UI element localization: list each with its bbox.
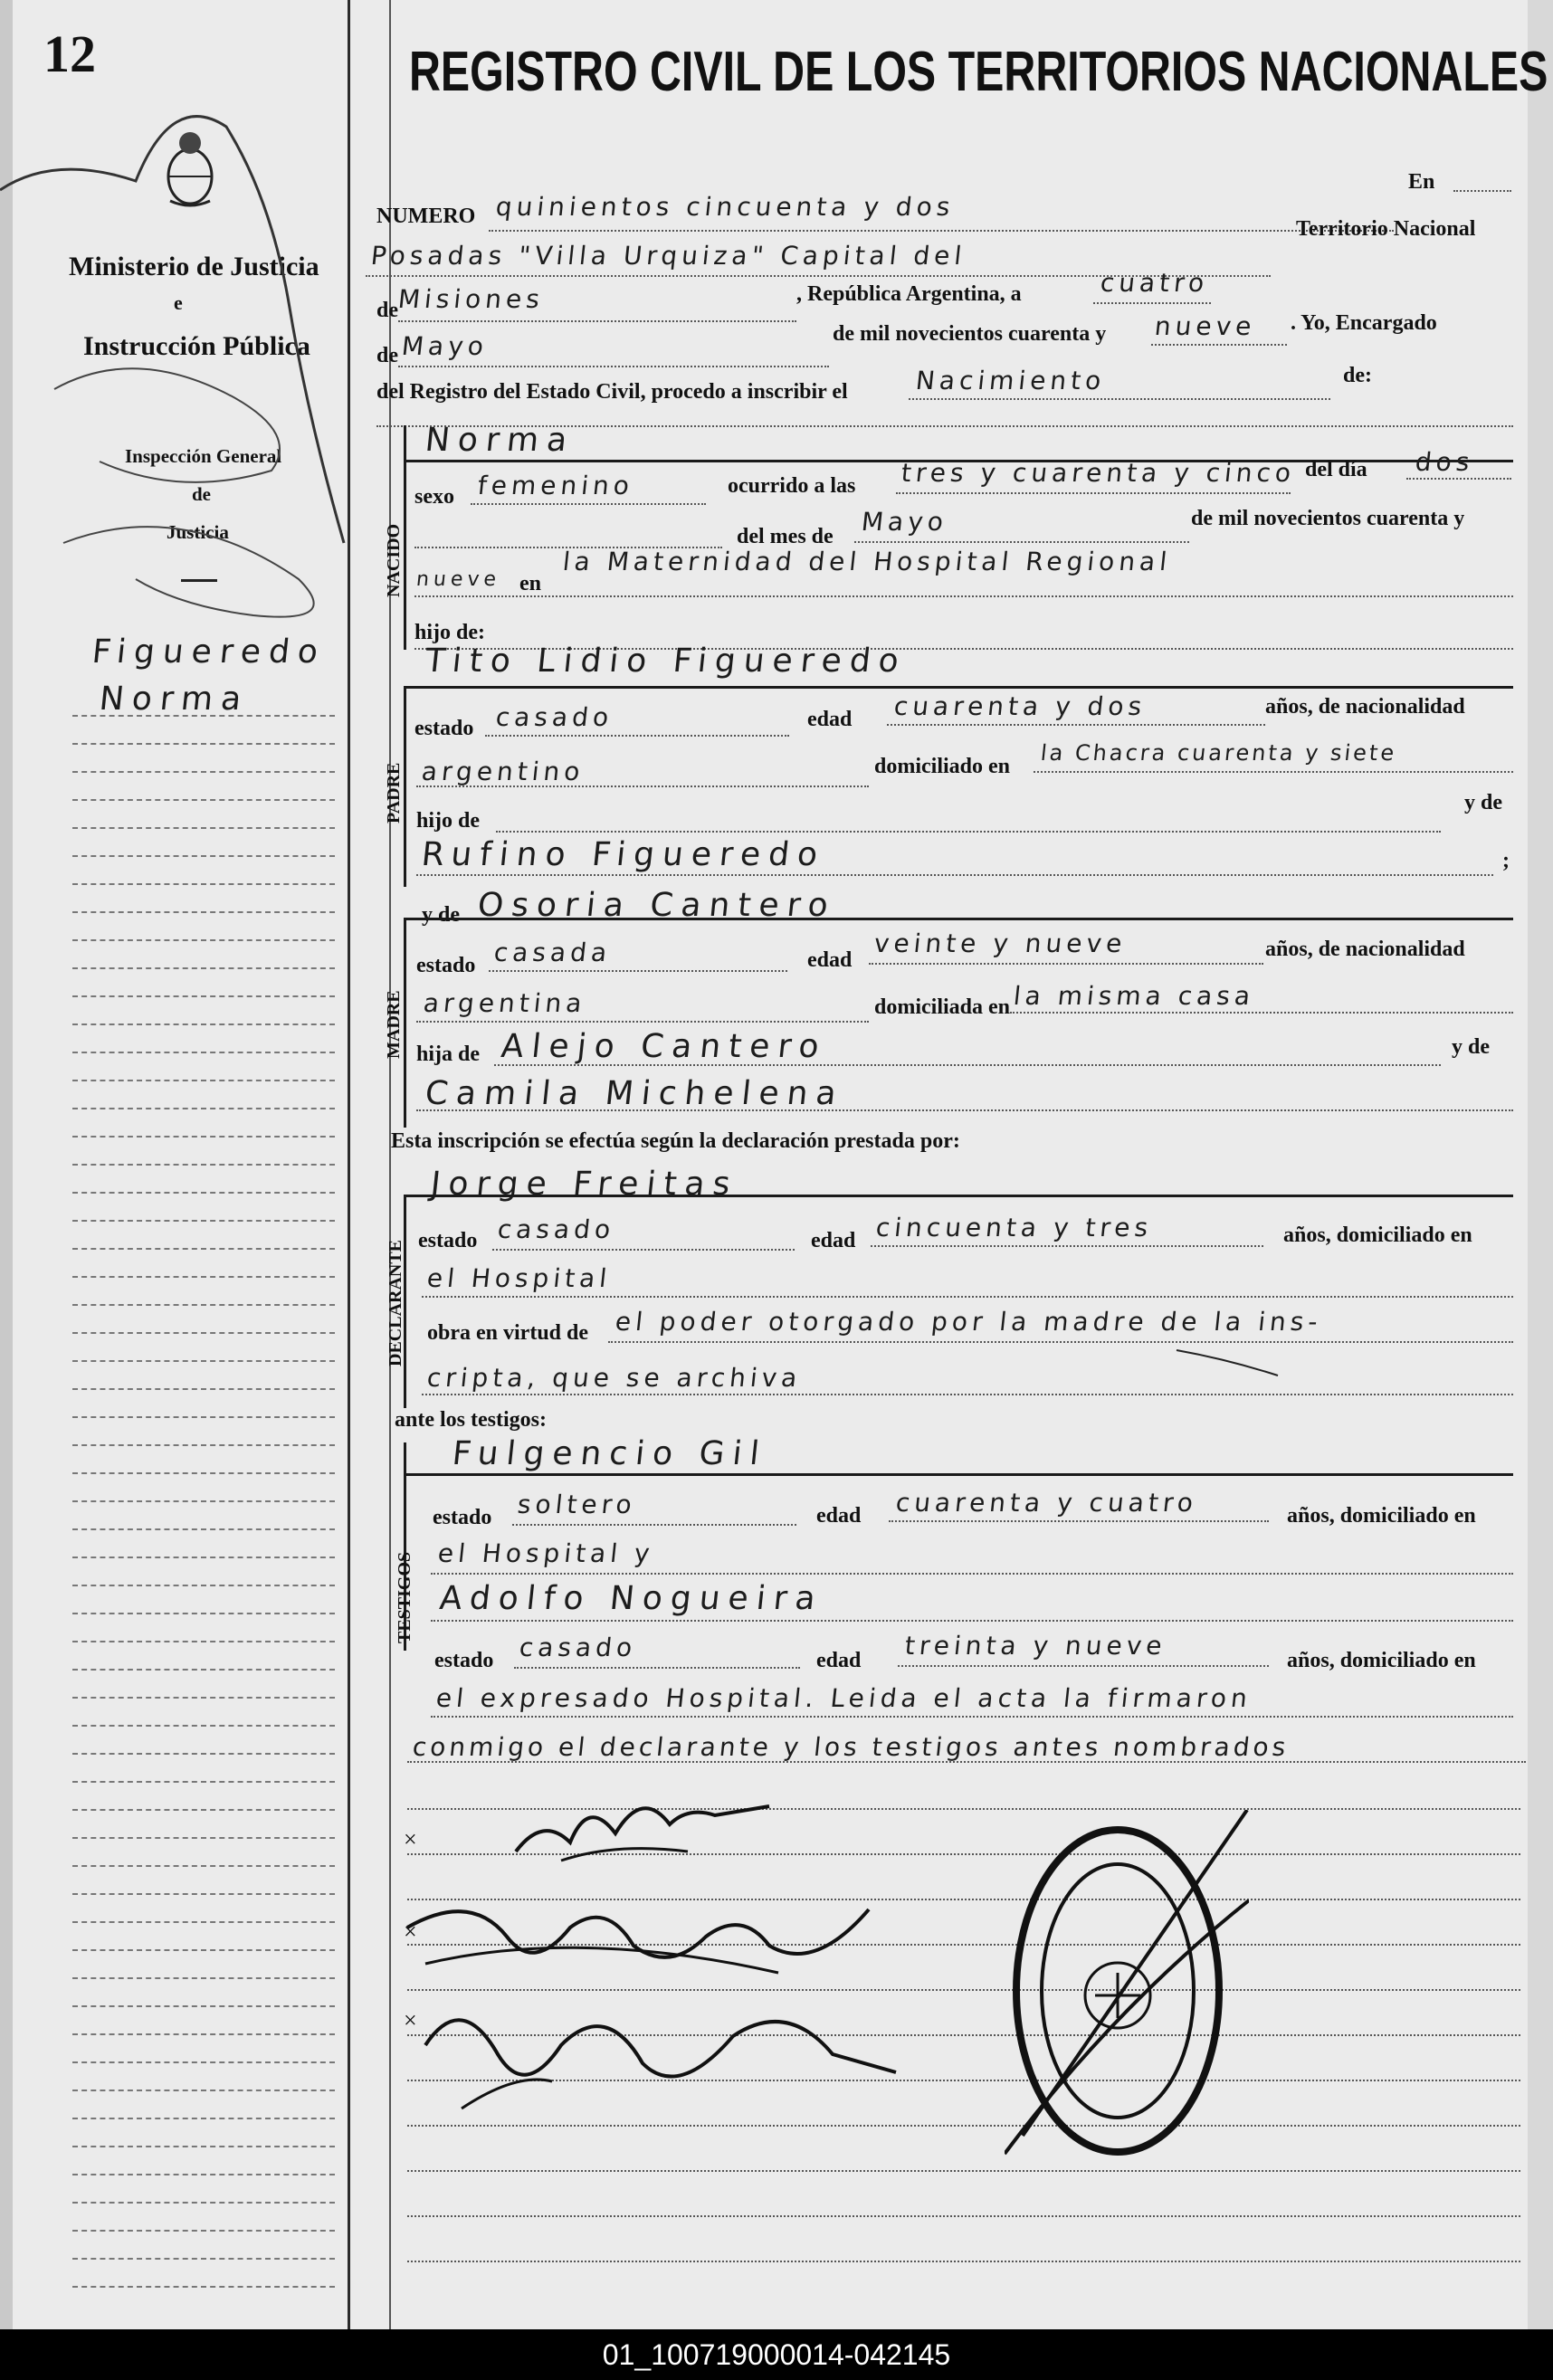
value-sexo: femenino [476,471,635,500]
value-anio: nueve [1153,311,1258,341]
value-anio-nac: nueve [414,568,502,591]
label-en: En [1408,170,1435,194]
margin-ruled-line [72,1276,335,1278]
margin-ruled-line [72,1528,335,1530]
value-lugar: Posadas "Villa Urquiza" Capital del [369,241,968,271]
margin-ruled-line [72,799,335,801]
label-y-de-madre: y de [422,903,460,927]
margin-ruled-line [72,1472,335,1474]
margin-ruled-line [72,1753,335,1755]
ministry-line3: Instrucción Pública [83,331,310,361]
value-madre-nac: argentina [422,988,588,1018]
margin-ruled-line [72,1641,335,1642]
margin-ruled-line [72,1613,335,1614]
label-estado-declarante: estado [418,1229,478,1252]
label-ante-testigos: ante los testigos: [395,1408,547,1432]
signature-line [407,2261,1520,2262]
signature-witness-2 [407,1964,914,2118]
label-y-de-madre-2: y de [1452,1035,1490,1059]
image-id-footer: 01_100719000014-042145 [0,2329,1553,2380]
value-padre-nac: argentino [420,757,586,786]
label-edad-testigo-1: edad [816,1504,862,1528]
margin-ruled-line [72,2033,335,2035]
margin-ruled-line [72,1809,335,1811]
margin-ruled-line [72,995,335,997]
label-y-de-padre: y de [1464,791,1502,814]
margin-ruled-line [72,1023,335,1025]
label-semicolon: ; [1502,849,1510,872]
margin-ruled-line [72,1080,335,1081]
margin-ruled-line [72,1136,335,1138]
margin-ruled-line [72,2061,335,2063]
margin-ruled-line [72,2202,335,2204]
margin-ruled-line [72,967,335,969]
value-declarante: Jorge Freitas [428,1166,740,1203]
section-label-testigos: TESTIGOS [395,1551,414,1643]
label-hija-de: hija de [416,1042,481,1066]
label-del-mes: del mes de [737,525,834,548]
label-domiciliada: domiciliada en [874,995,1011,1019]
label-hijo-de: hijo de: [414,621,485,644]
official-seal-icon [1005,1810,1249,2163]
value-padre: Tito Lidio Figueredo [423,643,909,680]
label-numero: NUMERO [376,205,476,228]
value-nombre: Norma [423,422,577,459]
label-ocurrido: ocurrido a las [728,474,856,498]
label-estado-madre: estado [416,954,476,977]
value-madre-hija-de: Alejo Cantero [499,1028,829,1065]
label-estado-padre: estado [414,717,474,740]
value-hora: tres y cuarenta y cinco [900,458,1297,488]
value-acto: Nacimiento [914,366,1108,395]
right-edge [1528,0,1553,2329]
x-mark-3: × [404,2007,417,2033]
signature-line [407,2215,1520,2217]
label-anios-nac-madre: años, de nacionalidad [1265,938,1465,961]
value-dia: cuatro [1099,268,1211,298]
label-hijo-de-2: hijo de [416,809,481,833]
value-mes-nac: Mayo [860,507,949,537]
margin-ruled-line [72,1781,335,1783]
margin-ruled-line [72,1052,335,1053]
value-decl-edad: cincuenta y tres [874,1213,1154,1242]
value-madre-dom: la misma casa [1012,981,1256,1011]
margin-given-name: Norma [97,681,252,718]
value-madre-y-de: Camila Michelena [423,1075,846,1112]
margin-ruled-line [72,1192,335,1194]
label-sexo: sexo [414,485,454,509]
label-edad-declarante: edad [811,1229,856,1252]
page-title: REGISTRO CIVIL DE LOS TERRITORIOS NACIONALES [409,41,1548,103]
value-numero: quinientos cincuenta y dos [494,192,957,222]
label-en-2: en [519,572,541,595]
section-label-madre: MADRE [384,990,404,1059]
value-t2-dom-2: conmigo el declarante y los testigos antes nombrados [411,1732,1291,1762]
value-decl-obra-1: el poder otorgado por la madre de la ins- [614,1307,1324,1337]
margin-ruled-line [72,1332,335,1334]
margin-ruled-line [72,1220,335,1222]
margin-ruled-line [72,2005,335,2007]
value-t1-estado: soltero [516,1490,638,1519]
margin-ruled-line [72,1304,335,1306]
label-del-registro: del Registro del Estado Civil, procedo a inscribir el [376,380,848,404]
value-t2-edad: treinta y nueve [903,1631,1168,1661]
label-mil-novecientos: de mil novecientos cuarenta y [833,322,1107,346]
label-del-dia: del día [1305,458,1367,481]
value-decl-dom: el Hospital [425,1263,613,1293]
margin-ruled-line [72,1108,335,1109]
value-padre-estado: casado [494,702,615,732]
label-anios-nac-padre: años, de nacionalidad [1265,695,1465,719]
margin-ruled-line [72,2174,335,2175]
label-yo-encargado: . Yo, Encargado [1291,311,1437,335]
margin-ruled-line [72,715,335,717]
label-esta-inscripcion: Esta inscripción se efectúa según la declaración prestada por: [391,1129,960,1153]
label-obra: obra en virtud de [427,1321,589,1345]
margin-ruled-line [72,2118,335,2119]
section-label-padre: PADRE [384,762,404,823]
margin-ruled-line [72,855,335,857]
value-decl-obra-2: cripta, que se archiva [425,1363,804,1393]
margin-ruled-line [72,1669,335,1671]
section-label-nacido: NACIDO [384,523,404,597]
margin-surname: Figueredo [90,633,329,671]
value-t2-dom-1: el expresado Hospital. Leida el acta la firmaron [434,1683,1253,1713]
label-anios-dom-testigo-2: años, domiciliado en [1287,1649,1476,1672]
margin-ruled-line [72,1416,335,1418]
margin-ruled-line [72,1949,335,1951]
value-padre-hijo-de: Rufino Figueredo [419,836,828,873]
x-mark-1: × [404,1826,417,1852]
inspection-line3: Justicia [167,521,229,543]
label-de-colon: de: [1343,364,1372,387]
label-edad-testigo-2: edad [816,1649,862,1672]
value-t1-dom: el Hospital y [436,1538,656,1568]
section-label-declarante: DECLARANTE [386,1239,405,1366]
signature-line [407,2170,1520,2172]
margin-ruled-line [72,2090,335,2091]
value-madre: Osoria Cantero [475,887,838,924]
value-territorio: Misiones [396,284,546,314]
margin-ruled-line [72,911,335,913]
inspection-line2: de [192,483,211,505]
margin-ruled-line [72,743,335,745]
margin-ruled-line [72,1893,335,1895]
value-lugar-nac: la Maternidad del Hospital Regional [561,547,1173,576]
value-madre-edad: veinte y nueve [872,928,1129,958]
label-de-1: de [376,299,398,322]
value-testigo-1: Fulgencio Gil [450,1435,769,1472]
margin-ruled-line [72,1585,335,1586]
value-madre-estado: casada [492,938,613,967]
label-anios-dom-declarante: años, domiciliado en [1283,1223,1472,1247]
margin-ruled-line [72,1248,335,1250]
label-republica: , República Argentina, a [796,282,1022,306]
margin-ruled-line [72,771,335,773]
label-edad-padre: edad [807,708,853,731]
label-estado-testigo-1: estado [433,1506,492,1529]
value-padre-dom: la Chacra cuarenta y siete [1039,740,1398,766]
label-domiciliado-padre: domiciliado en [874,755,1011,778]
x-mark-2: × [404,1918,417,1945]
margin-ruled-line [72,1977,335,1979]
signature-line [407,2125,1520,2127]
label-anios-dom-testigo-1: años, domiciliado en [1287,1504,1476,1528]
margin-scribble [0,72,362,633]
label-mil-novecientos-2: de mil novecientos cuarenta y [1191,507,1465,530]
value-testigo-2: Adolfo Nogueira [437,1580,825,1617]
margin-ruled-line [72,1444,335,1446]
margin-ruled-line [72,2258,335,2260]
margin-ruled-line [72,883,335,885]
pen-stroke [1173,1345,1281,1381]
margin-ruled-line [72,939,335,941]
page-number: 12 [43,24,96,83]
margin-ruled-line [72,1360,335,1362]
inspection-line1: Inspección General [125,445,282,467]
label-estado-testigo-2: estado [434,1649,494,1672]
value-decl-estado: casado [496,1214,616,1244]
margin-ruled-line [72,2230,335,2232]
ministry-line1: Ministerio de Justicia [69,252,319,281]
margin-ruled-line [72,1921,335,1923]
value-dia-nac: dos [1414,447,1476,477]
label-edad-madre: edad [807,948,853,972]
margin-ruled-line [72,1837,335,1839]
margin-ruled-line [72,1164,335,1166]
ministry-line2: e [174,291,183,314]
value-padre-edad: cuarenta y dos [892,691,1148,721]
signature-registrar [507,1779,778,1879]
margin-ruled-line [72,1557,335,1558]
margin-ruled-line [72,1697,335,1699]
margin-ruled-line [72,1725,335,1727]
margin-ruled-line [72,1865,335,1867]
margin-ruled-line [72,2286,335,2288]
label-de-2: de [376,344,398,367]
value-mes: Mayo [400,331,490,361]
margin-ruled-line [72,1388,335,1390]
label-territorio: Territorio Nacional [1296,217,1476,241]
value-t2-estado: casado [518,1633,638,1662]
margin-ruled-line [72,2146,335,2147]
value-t1-edad: cuarenta y cuatro [894,1488,1199,1518]
margin-ruled-line [72,1500,335,1502]
margin-ruled-line [72,827,335,829]
